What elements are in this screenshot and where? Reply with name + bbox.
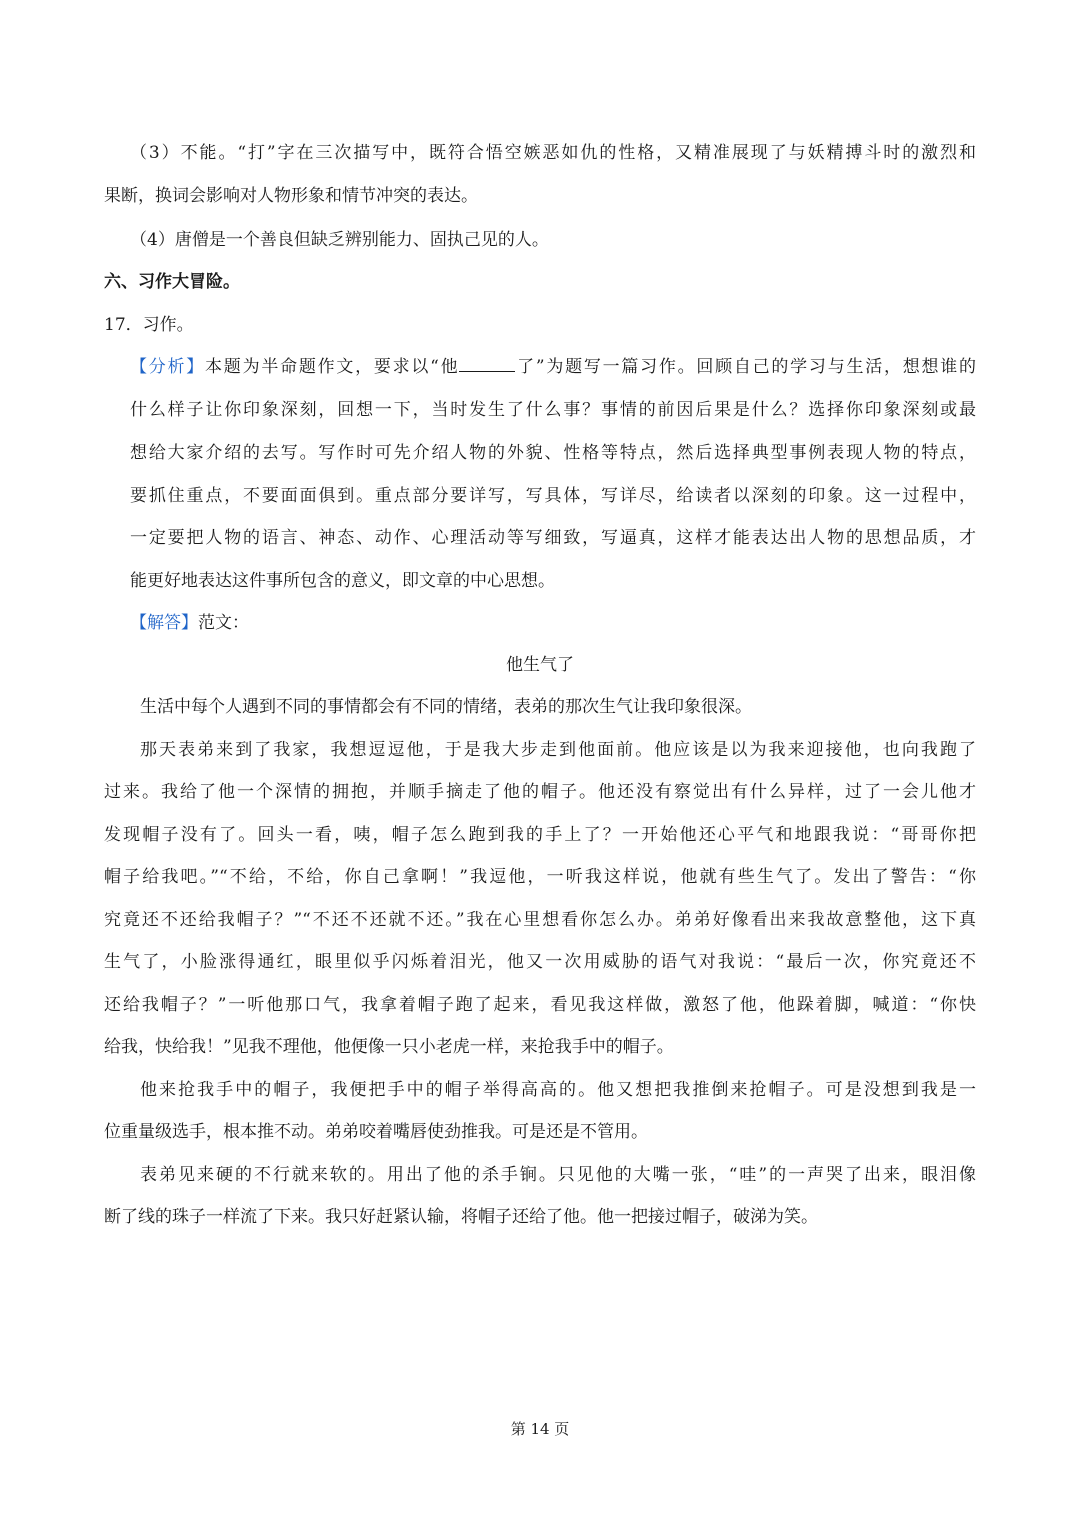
essay-p3-line-2: 位重量级选手，根本推不动。弟弟咬着嘴唇使劲推我。可是还是不管用。	[104, 1122, 648, 1142]
solution-tag: 【解答】	[130, 613, 198, 633]
analysis-line-2: 什么样子让你印象深刻，回想一下，当时发生了什么事？事情的前因后果是什么？选择你印象深刻或最	[130, 400, 976, 420]
analysis-line-1	[130, 352, 976, 377]
essay-p2-line-3: 发现帽子没有了。回头一看，咦，帽子怎么跑到我的手上了？一开始他还心平气和地跟我说：“哥哥你把	[104, 825, 976, 845]
essay-p2-line-7: 还给我帽子？”一听他那口气，我拿着帽子跑了起来，看见我这样做，激怒了他，他跺着脚，喊道：“你快	[104, 995, 976, 1015]
page-number: 第 14 页	[510, 1420, 570, 1438]
title-blank	[459, 357, 515, 372]
essay-p4-line-1: 表弟见来硬的不行就来软的。用出了他的杀手锏。只见他的大嘴一张，“哇”的一声哭了出来，眼泪像	[140, 1165, 976, 1185]
essay-p2-line-6: 生气了，小脸涨得通红，眼里似乎闪烁着泪光，他又一次用威胁的语气对我说：“最后一次，你究竟还不	[104, 952, 976, 972]
analysis-line-5: 一定要把人物的语言、神态、动作、心理活动等写细致，写逼真，这样才能表达出人物的思想品质，才	[130, 528, 976, 548]
analysis-line-4: 要抓住重点，不要面面俱到。重点部分要详写，写具体，写详尽，给读者以深刻的印象。这一过程中，	[130, 486, 976, 506]
analysis-text-end: 了”为题写一篇习作。回顾自己的学习与生活，想想谁的	[515, 357, 976, 377]
question-17: 17．习作。	[104, 315, 194, 335]
answer-4: （4）唐僧是一个善良但缺乏辨别能力、固执己见的人。	[130, 230, 549, 250]
essay-p1: 生活中每个人遇到不同的事情都会有不同的情绪，表弟的那次生气让我印象很深。	[140, 697, 752, 717]
answer-3-line-1: （3）不能。“打”字在三次描写中，既符合悟空嫉恶如仇的性格，又精准展现了与妖精搏斗时的激烈和	[130, 143, 976, 163]
essay-p2-line-4: 帽子给我吧。”“不给，不给，你自己拿啊！”我逗他，一听我这样说，他就有些生气了。发出了警告：“你	[104, 867, 976, 887]
solution-line	[130, 608, 249, 633]
essay-p2-line-5: 究竟还不还给我帽子？”“不还不还就不还。”我在心里想看你怎么办。弟弟好像看出来我故意整他，这下真	[104, 910, 976, 930]
essay-p4-line-2: 断了线的珠子一样流了下来。我只好赶紧认输，将帽子还给了他。他一把接过帽子，破涕为笑。	[104, 1207, 818, 1227]
solution-text: 范文：	[198, 613, 249, 633]
essay-p2-line-1: 那天表弟来到了我家，我想逗逗他，于是我大步走到他面前。他应该是以为我来迎接他，也向我跑了	[140, 740, 976, 760]
essay-title: 他生气了	[506, 655, 574, 675]
analysis-line-6: 能更好地表达这件事所包含的意义，即文章的中心思想。	[130, 571, 555, 591]
analysis-line-3: 想给大家介绍的去写。写作时可先介绍人物的外貌、性格等特点，然后选择典型事例表现人物的特点，	[130, 443, 976, 463]
essay-p3-line-1: 他来抢我手中的帽子，我便把手中的帽子举得高高的。他又想把我推倒来抢帽子。可是没想到我是一	[140, 1080, 976, 1100]
essay-p2-line-2: 过来。我给了他一个深情的拥抱，并顺手摘走了他的帽子。他还没有察觉出有什么异样，过了一会儿他才	[104, 782, 976, 802]
analysis-tag: 【分析】	[130, 357, 206, 377]
answer-3-line-2: 果断，换词会影响对人物形象和情节冲突的表达。	[104, 186, 478, 206]
section-6-title: 六、习作大冒险。	[104, 272, 240, 292]
analysis-text-start: 本题为半命题作文，要求以“他	[205, 357, 460, 377]
essay-p2-line-8: 给我，快给我！”见我不理他，他便像一只小老虎一样，来抢我手中的帽子。	[104, 1037, 674, 1057]
